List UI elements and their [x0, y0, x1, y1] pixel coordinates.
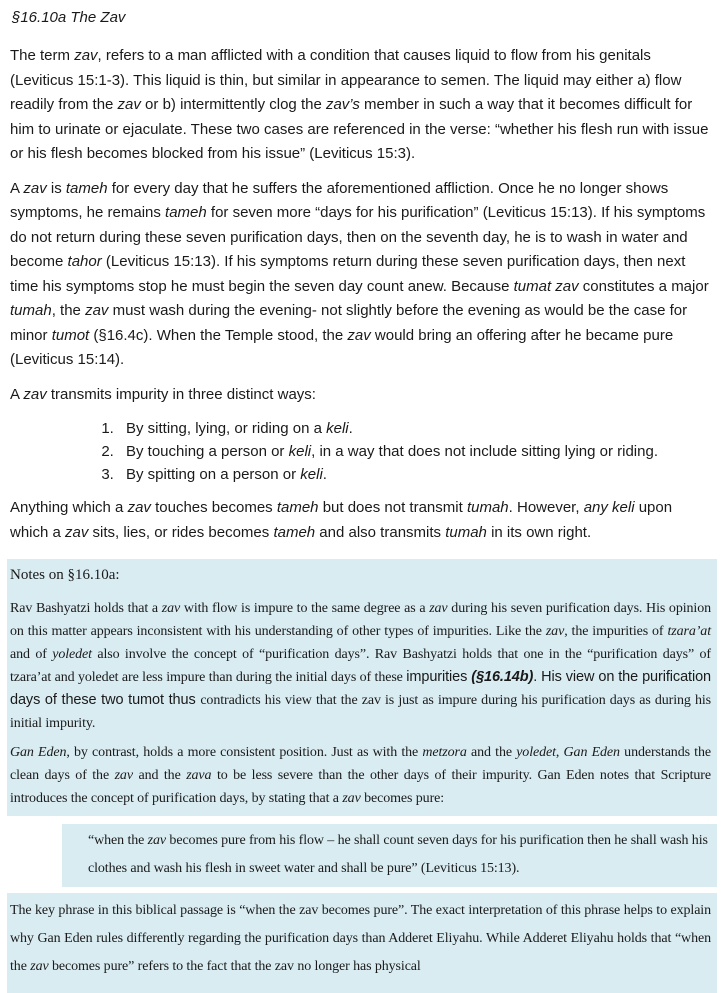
list-item-spitting: 3. By spitting on a person or keli.: [118, 463, 713, 486]
paragraph-tameh-days: A zav is tameh for every day that he suffers the aforementioned affliction. Once he no longer shows symptoms, he remains tameh for seven more “days for his purification” (Leviticus 15:13). If his symptoms do not return during these seven purification days, then on the seventh day, he is to wash in water and become tahor (Leviticus 15:13). If his symptoms return during these seven purification days, then next time his symptoms stop he must begin the seven day count anew. Because tumat zav constitutes a major tumah, the zav must wash during the evening- not slightly before the evening as would be the case for minor tumot (§16.4c). When the Temple stood, the zav would bring an offering after he became pure (Leviticus 15:14).: [10, 179, 709, 368]
notes-heading: Notes on §16.10a:: [10, 567, 120, 583]
notes-highlight-block: [7, 559, 717, 816]
section-title: §16.10a The Zav: [12, 9, 126, 26]
scripture-quote: “when the zav becomes pure from his flow – he shall count seven days for his purification then he shall wash his clothes and wash his flesh in sweet water and shall be pure” (Leviticus 15:13).: [88, 833, 708, 876]
scripture-quote-block: [62, 824, 717, 887]
notes-paragraph-gan-eden: Gan Eden, by contrast, holds a more consistent position. Just as with the metzora and the yoledet, Gan Eden understands the clean days of the zav and the zava to be less severe than the other days of their impurity. Gan Eden notes that Scripture introduces the concept of purification days, by stating that a zav becomes pure:: [10, 745, 711, 806]
paragraph-touch-rules: Anything which a zav touches becomes tameh but does not transmit tumah. However, any keli upon which a zav sits, lies, or rides becomes tameh and also transmits tumah in its own right.: [10, 499, 673, 541]
transmission-ways-list: [10, 417, 713, 486]
notes-paragraph-rav-bashyatzi: Rav Bashyatzi holds that a zav with flow is impure to the same degree as a zav during his seven purification days. His opinion on this matter appears inconsistent with his understanding of other types of impurities. Like the zav, the impurities of tzara’at and of yoledet also involve the concept of “purification days”. Rav Bashyatzi holds that one in the “purification days” of tzara’at and yoledet are less impure than during the initial days of these impurities (§16.14b). His view on the purification days of these two tumot thus contradicts his view that the zav is just as impure during his purification days as during his initial impurity.: [10, 601, 712, 731]
list-item-touching: 2. By touching a person or keli, in a way that does not include sitting lying or riding.: [118, 440, 713, 463]
paragraph-zav-definition: The term zav, refers to a man afflicted with a condition that causes liquid to flow from his genitals (Leviticus 15:1-3). This liquid is thin, but similar in appearance to semen. The liquid may either a) flow readily from the zav or b) intermittently clog the zav’s member in such a way that it becomes difficult for him to urinate or ejaculate. These two cases are referenced in the verse: “whether his flesh run with issue or his flesh becomes blocked from his issue” (Leviticus 15:3).: [10, 47, 709, 162]
paragraph-transmission-intro: A zav transmits impurity in three distinct ways:: [10, 385, 316, 403]
notes-paragraph-key-phrase: The key phrase in this biblical passage is “when the zav becomes pure”. The exact interpretation of this phrase helps to explain why Gan Eden rules differently regarding the purification days than Adderet Eliyahu. While Adderet Eliyahu holds that “when the zav becomes pure” refers to the fact that the zav no longer has physical: [10, 903, 711, 974]
list-item-sitting: 1. By sitting, lying, or riding on a keli.: [118, 417, 713, 440]
key-phrase-highlight-block: [7, 893, 717, 993]
